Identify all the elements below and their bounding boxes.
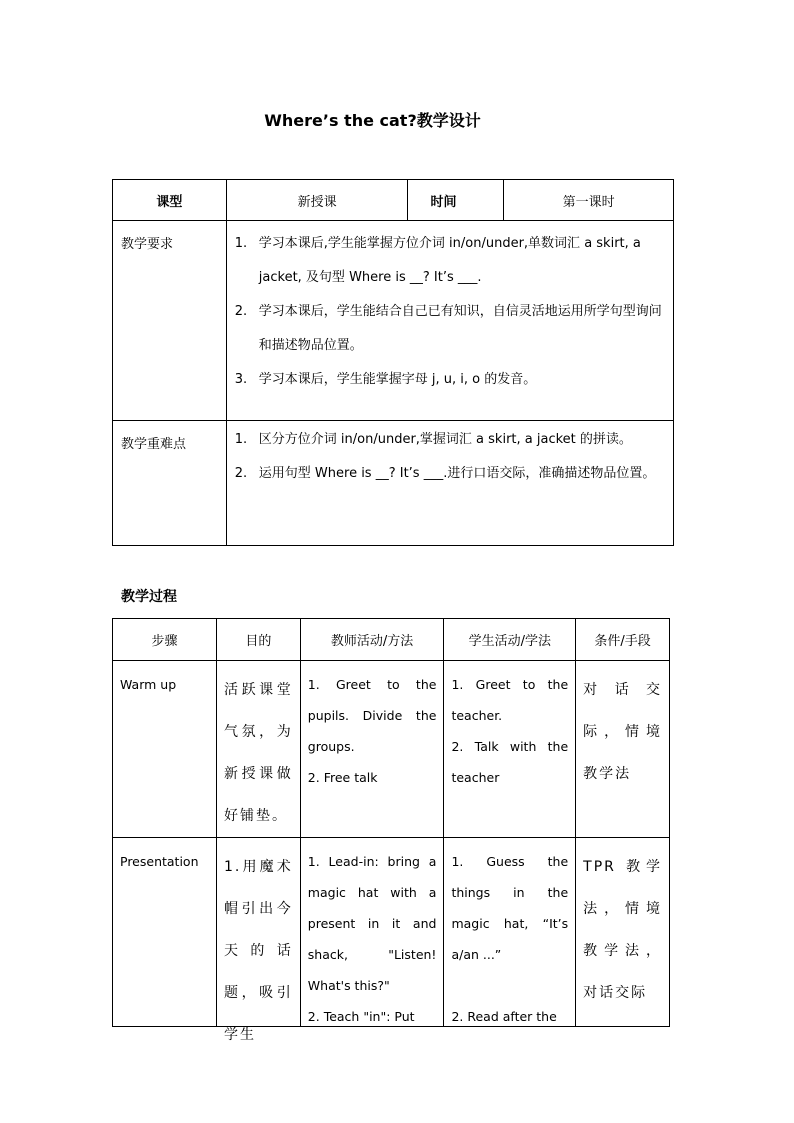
lesson-info-table <box>112 179 674 546</box>
purpose-text: 1.用魔术帽引出今天的话题，吸引学生 <box>223 859 293 1043</box>
requirement-item <box>235 227 667 295</box>
keypoints-label: 教学重难点 <box>113 421 227 546</box>
purpose-cell: 活跃课堂气氛，为新授课做好铺垫。 <box>216 661 300 838</box>
requirement-text: 学习本课后,学生能掌握方位介词 in/on/under,单数词汇 a skirt, a jacket, 及句型 Where is __? It’s ___. <box>258 236 641 285</box>
table-row <box>113 661 670 838</box>
header-purpose: 目的 <box>216 619 300 661</box>
student-activity: 2. Read after the <box>451 1009 557 1024</box>
requirement-text: 学习本课后，学生能结合自己已有知识，自信灵活地运用所学句型询问和描述物品位置。 <box>258 304 662 353</box>
teacher-activity: 1. Greet to the pupils. Divide the groups. <box>307 677 437 754</box>
header-step: 步骤 <box>113 619 217 661</box>
teacher-cell <box>300 838 444 1027</box>
keypoint-item <box>235 457 667 491</box>
student-cell <box>444 661 576 838</box>
requirements-list <box>227 221 673 401</box>
keypoints-cell <box>226 421 673 546</box>
teacher-activity: 2. Free talk <box>307 770 378 785</box>
teacher-cell <box>300 661 444 838</box>
teacher-activity: 1. Lead-in: bring a magic hat with a present in it and shack, "Listen! What's this?" <box>307 854 437 993</box>
teacher-clip <box>307 846 437 1024</box>
step-cell: Warm up <box>113 661 217 838</box>
requirements-label: 教学要求 <box>113 221 227 421</box>
means-cell: TPR 教学法，情境教学法，对话交际 <box>576 838 670 1027</box>
table-row <box>113 838 670 1027</box>
step-cell: Presentation <box>113 838 217 1027</box>
lesson-type-row <box>113 180 674 221</box>
lesson-type-value: 新授课 <box>226 180 408 221</box>
student-activity: 1. Greet to the teacher. <box>451 677 569 723</box>
keypoints-row <box>113 421 674 546</box>
list-number: 1. <box>234 432 248 447</box>
keypoint-item <box>235 423 667 457</box>
student-activity: 1. Guess the things in the magic hat, “It’s a/an ...” <box>451 854 569 962</box>
header-student: 学生活动/学法 <box>444 619 576 661</box>
time-label: 时间 <box>408 180 504 221</box>
teacher-activity: 2. Teach "in": Put <box>307 1009 415 1024</box>
header-teacher: 教师活动/方法 <box>300 619 444 661</box>
list-number: 2. <box>234 466 248 481</box>
list-number: 3. <box>234 372 248 387</box>
means-cell: 对话交际，情境教学法 <box>576 661 670 838</box>
requirement-item <box>235 295 667 363</box>
header-means: 条件/手段 <box>576 619 670 661</box>
process-header-row <box>113 619 670 661</box>
document-title: Where’s the cat?教学设计 <box>264 111 481 130</box>
requirement-text: 学习本课后，学生能掌握字母 j, u, i, o 的发音。 <box>258 372 537 387</box>
student-clip <box>451 846 569 1024</box>
process-section-title: 教学过程 <box>121 589 177 605</box>
requirements-cell <box>226 221 673 421</box>
lesson-type-label: 课型 <box>113 180 227 221</box>
student-activity: 2. Talk with the teacher <box>451 739 569 785</box>
time-value: 第一课时 <box>504 180 674 221</box>
list-number: 2. <box>234 304 248 319</box>
teaching-process-table <box>112 618 670 1043</box>
purpose-cell <box>216 838 300 1043</box>
keypoint-text: 区分方位介词 in/on/under,掌握词汇 a skirt, a jacket 的拼读。 <box>258 432 632 447</box>
keypoints-list <box>227 421 673 495</box>
requirements-row <box>113 221 674 421</box>
list-number: 1. <box>234 236 248 251</box>
student-cell <box>444 838 576 1027</box>
requirement-item <box>235 363 667 397</box>
keypoint-text: 运用句型 Where is __? It’s ___.进行口语交际，准确描述物品位置。 <box>258 466 656 481</box>
